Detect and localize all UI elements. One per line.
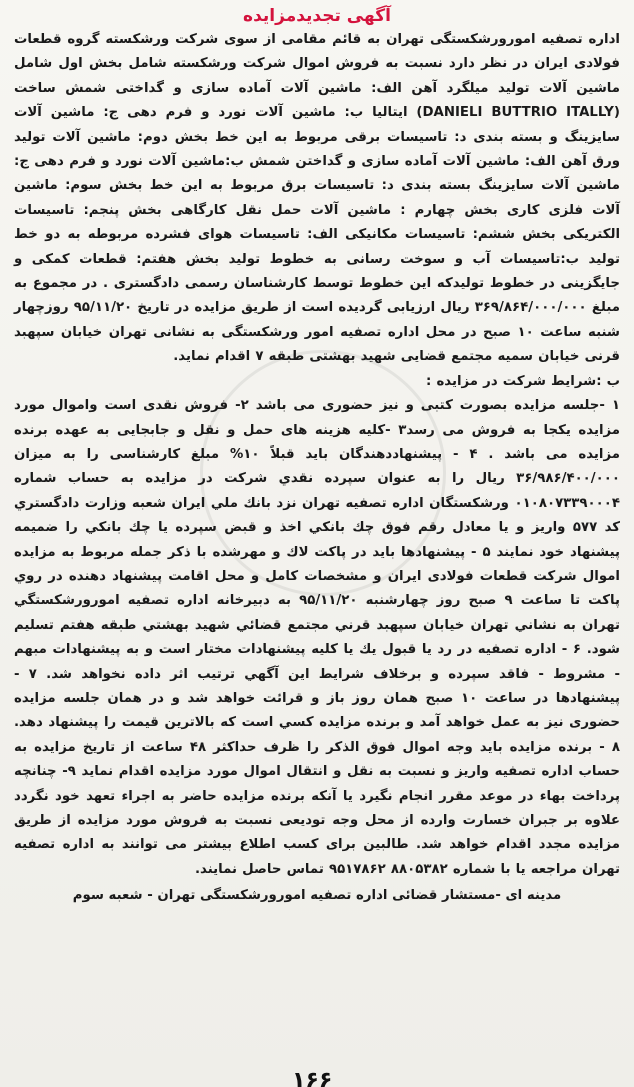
notice-body [14, 28, 620, 882]
conditions-paragraph: ۱ -جلسه مزایده بصورت کتبی و نیز حضوری می باشد ۲- فروش نقدی است واموال مورد مزایده یکجا به فروش می رسد۳ -کلیه هزینه های حمل و نقل و جابجایی به عهده برنده مزایده می باشد . ۴ - پیشنهاددهندگان باید قبلاً ۱۰% مبلغ کارشناسی را به میزان ۳۶/۹۸۶/۴۰۰/۰۰۰ ریال را به عنوان سپرده نقدي شرکت در مزایده به حساب شماره ۰۱۰۸۰۷۳۳۹۰۰۰۴ ورشکستگان اداره تصفیه تهران نزد بانك ملي ایران شعبه وزارت دادگستري کد ۵۷۷ واریز و یا معادل رقم فوق چك بانکي اخذ و قبض سپرده یا چك بانکي را ضمیمه پیشنهاد خود نمایند ۵ - پیشنهادها باید در پاکت لاك و مهرشده با ذکر جمله مربوط به مزایده اموال شرکت قطعات فولادی ایران و مشخصات کامل و محل اقامت پیشنهاد دهنده در روي پاکت تا ساعت ۹ صبح روز چهارشنبه ۹۵/۱۱/۲۰ به دبیرخانه اداره تصفیه امورورشکستگي تهران به نشاني تهران خیابان سپهبد قرني مجتمع قضائي شهید بهشتي طبقه هفتم تسلیم شود. ۶ - اداره تصفیه در رد یا قبول یك یا کلیه پیشنهادات مختار است و به پیشنهادات مبهم - مشروط - فاقد سپرده و برخلاف شرایط این آگهي ترتیب اثر داده نخواهد شد. ۷ - پیشنهادها در ساعت ۱۰ صبح همان روز باز و قرائت خواهد شد و در همان جلسه مزایده حضوری نیز به عمل خواهد آمد و برنده مزایده کسي است که بالاترین قیمت را پیشنهاد دهد. ۸ - برنده مزایده باید وجه اموال فوق الذکر را ظرف حداکثر ۴۸ ساعت از تاریخ مزایده به حساب اداره تصفیه واریز و نسبت به نقل و انتقال اموال مورد مزایده اقدام نماید ۹- چنانچه پرداخت بهاء در موعد مقرر انجام نگیرد یا آنکه برنده مزایده حاضر به اجراء تعهد خود نگردد علاوه بر جبران خسارت وارده از محل وجه تودیعی نسبت به فروش مورد مزایده از طریق مزایده مجدد اقدام خواهد شد. طالبین برای کسب اطلاع بیشتر می توانند به اداره تصفیه تهران مراجعه یا با شماره ۸۸۰۵۳۸۲ ۹۵۱۷۸۶۲ تماس حاصل نمایند. [14, 398, 621, 877]
signature-line: مدینه ای -مستشار قضائی اداره تصفیه امورورشکستگی تهران - شعبه سوم [72, 888, 562, 904]
intro-paragraph: اداره تصفیه امورورشکستگی تهران به قائم مقامی از سوی شرکت ورشکسته گروه قطعات فولادی ایران در نظر دارد نسبت به فروش اموال شرکت ورشکسته شامل بخش اول شامل ماشین آلات تولید میلگرد آهن الف: ماشین آلات آماده سازی و گداختی شمش ساخت (DANIELI BUTTRIO ITALLY) ایتالیا ب: ماشین آلات نورد و فرم دهی ج: ماشین آلات سایزینگ و بسته بندی د: تاسیسات برقی مربوط به این خط بخش دوم: ماشین آلات تولید ورق آهن الف: ماشین آلات آماده سازی و گداختن شمش ب:ماشین آلات نورد و فرم دهی ج: ماشین آلات سایزینگ بسته بندی د: تاسیسات برق مربوط به این خط بخش سوم: ماشین آلات فلزی کاری بخش چهارم : ماشین آلات حمل نقل کارگاهی بخش پنجم: تاسیسات الکتریکی بخش ششم: تاسیسات مکانیکی الف: تاسیسات هوای فشرده مربوطه به دو خط تولید ب:تاسیسات آب و سوخت رسانی به خطوط تولید بخش هفتم: قطعات کمکی و جایگزینی در خطوط تولیدکه این خطوط توسط کارشناسان رسمی دادگستری . در مجموع به مبلغ ۳۶۹/۸۶۴/۰۰۰/۰۰۰ ریال ارزیابی گردیده است از طریق مزایده در تاریخ ۹۵/۱۱/۲۰ روزچهار شنبه ساعت ۱۰ صبح در محل اداره تصفیه امور ورشکستگی به نشانی تهران خیابان سپهبد قرنی خیابان سمیه مجتمع قضایی شهید بهشتی طبقه ۷ اقدام نماید. [14, 32, 621, 365]
notice-title: آگهی تجدیدمزایده [243, 6, 391, 26]
page-number: ۱۶۶ [292, 1068, 333, 1087]
conditions-heading: ب :شرایط شرکت در مزایده : [426, 373, 620, 389]
